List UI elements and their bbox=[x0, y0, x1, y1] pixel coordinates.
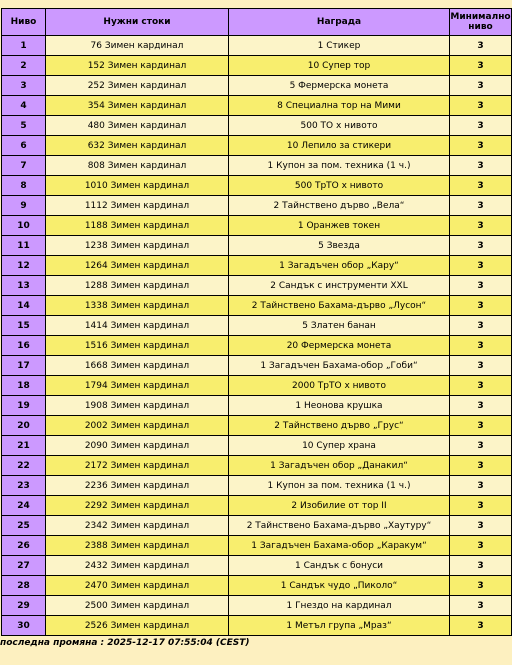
table-row bbox=[2, 316, 512, 336]
level-cell: 11 bbox=[2, 236, 46, 256]
level-cell: 17 bbox=[2, 356, 46, 376]
required-goods-cell: 1288 Зимен кардинал bbox=[46, 276, 229, 296]
required-goods-cell: 2526 Зимен кардинал bbox=[46, 616, 229, 636]
min-level-cell: 3 bbox=[450, 376, 512, 396]
level-cell: 9 bbox=[2, 196, 46, 216]
level-cell: 18 bbox=[2, 376, 46, 396]
required-goods-cell: 152 Зимен кардинал bbox=[46, 56, 229, 76]
level-cell: 2 bbox=[2, 56, 46, 76]
table-row bbox=[2, 236, 512, 256]
table-row bbox=[2, 216, 512, 236]
min-level-cell: 3 bbox=[450, 516, 512, 536]
table-row bbox=[2, 616, 512, 636]
header-min-level bbox=[450, 9, 512, 36]
reward-cell: 2 Тайнствено Бахама-дърво „Лусон“ bbox=[229, 296, 450, 316]
table-row bbox=[2, 56, 512, 76]
required-goods-cell: 1112 Зимен кардинал bbox=[46, 196, 229, 216]
required-goods-cell: 76 Зимен кардинал bbox=[46, 36, 229, 56]
level-cell: 19 bbox=[2, 396, 46, 416]
required-goods-cell: 2236 Зимен кардинал bbox=[46, 476, 229, 496]
min-level-cell: 3 bbox=[450, 96, 512, 116]
level-cell: 13 bbox=[2, 276, 46, 296]
level-cell: 29 bbox=[2, 596, 46, 616]
required-goods-cell: 2002 Зимен кардинал bbox=[46, 416, 229, 436]
min-level-cell: 3 bbox=[450, 236, 512, 256]
reward-cell: 5 Фермерска монета bbox=[229, 76, 450, 96]
required-goods-cell: 1238 Зимен кардинал bbox=[46, 236, 229, 256]
min-level-cell: 3 bbox=[450, 416, 512, 436]
reward-cell: 1 Оранжев токен bbox=[229, 216, 450, 236]
reward-cell: 1 Загадъчен обор „Данакил“ bbox=[229, 456, 450, 476]
min-level-cell: 3 bbox=[450, 496, 512, 516]
required-goods-cell: 1338 Зимен кардинал bbox=[46, 296, 229, 316]
header-min-level-line2: ниво bbox=[468, 22, 493, 32]
table-row bbox=[2, 376, 512, 396]
required-goods-cell: 1188 Зимен кардинал bbox=[46, 216, 229, 236]
table-row bbox=[2, 76, 512, 96]
reward-cell: 1 Загадъчен Бахама-обор „Каракум“ bbox=[229, 536, 450, 556]
min-level-cell: 3 bbox=[450, 316, 512, 336]
table-row bbox=[2, 176, 512, 196]
required-goods-cell: 2090 Зимен кардинал bbox=[46, 436, 229, 456]
required-goods-cell: 480 Зимен кардинал bbox=[46, 116, 229, 136]
required-goods-cell: 808 Зимен кардинал bbox=[46, 156, 229, 176]
table-row bbox=[2, 256, 512, 276]
reward-cell: 1 Сандък с бонуси bbox=[229, 556, 450, 576]
table-row bbox=[2, 416, 512, 436]
table-row bbox=[2, 396, 512, 416]
min-level-cell: 3 bbox=[450, 176, 512, 196]
reward-cell: 500 ТО х нивото bbox=[229, 116, 450, 136]
min-level-cell: 3 bbox=[450, 536, 512, 556]
table-body bbox=[2, 36, 512, 636]
reward-cell: 2 Тайнствено Бахама-дърво „Хаутуру“ bbox=[229, 516, 450, 536]
min-level-cell: 3 bbox=[450, 596, 512, 616]
required-goods-cell: 632 Зимен кардинал bbox=[46, 136, 229, 156]
reward-cell: 1 Сандък чудо „Пиколо“ bbox=[229, 576, 450, 596]
reward-cell: 1 Загадъчен обор „Кару“ bbox=[229, 256, 450, 276]
table-row bbox=[2, 596, 512, 616]
required-goods-cell: 2292 Зимен кардинал bbox=[46, 496, 229, 516]
table-row bbox=[2, 476, 512, 496]
reward-cell: 2 Тайнствено дърво „Грус“ bbox=[229, 416, 450, 436]
min-level-cell: 3 bbox=[450, 336, 512, 356]
table-row bbox=[2, 296, 512, 316]
reward-cell: 10 Лепило за стикери bbox=[229, 136, 450, 156]
table-row bbox=[2, 336, 512, 356]
min-level-cell: 3 bbox=[450, 216, 512, 236]
table-row bbox=[2, 536, 512, 556]
required-goods-cell: 1794 Зимен кардинал bbox=[46, 376, 229, 396]
level-cell: 26 bbox=[2, 536, 46, 556]
min-level-cell: 3 bbox=[450, 396, 512, 416]
reward-cell: 2000 ТрТО х нивото bbox=[229, 376, 450, 396]
min-level-cell: 3 bbox=[450, 76, 512, 96]
required-goods-cell: 2172 Зимен кардинал bbox=[46, 456, 229, 476]
reward-cell: 2 Сандък с инструменти XXL bbox=[229, 276, 450, 296]
min-level-cell: 3 bbox=[450, 36, 512, 56]
required-goods-cell: 2470 Зимен кардинал bbox=[46, 576, 229, 596]
min-level-cell: 3 bbox=[450, 156, 512, 176]
min-level-cell: 3 bbox=[450, 356, 512, 376]
required-goods-cell: 1668 Зимен кардинал bbox=[46, 356, 229, 376]
min-level-cell: 3 bbox=[450, 296, 512, 316]
level-cell: 1 bbox=[2, 36, 46, 56]
min-level-cell: 3 bbox=[450, 576, 512, 596]
required-goods-cell: 2432 Зимен кардинал bbox=[46, 556, 229, 576]
min-level-cell: 3 bbox=[450, 476, 512, 496]
last-modified: последна промяна : 2025-12-17 07:55:04 (CEST) bbox=[0, 638, 250, 648]
min-level-cell: 3 bbox=[450, 436, 512, 456]
table-row bbox=[2, 356, 512, 376]
required-goods-cell: 354 Зимен кардинал bbox=[46, 96, 229, 116]
reward-cell: 1 Купон за пом. техника (1 ч.) bbox=[229, 156, 450, 176]
reward-cell: 1 Гнездо на кардинал bbox=[229, 596, 450, 616]
header-required-goods: Нужни стоки bbox=[46, 9, 229, 36]
level-cell: 28 bbox=[2, 576, 46, 596]
table-row bbox=[2, 156, 512, 176]
level-cell: 14 bbox=[2, 296, 46, 316]
reward-cell: 1 Неонова крушка bbox=[229, 396, 450, 416]
required-goods-cell: 2500 Зимен кардинал bbox=[46, 596, 229, 616]
reward-cell: 1 Стикер bbox=[229, 36, 450, 56]
level-cell: 5 bbox=[2, 116, 46, 136]
reward-cell: 2 Изобилие от тор II bbox=[229, 496, 450, 516]
level-cell: 23 bbox=[2, 476, 46, 496]
required-goods-cell: 1264 Зимен кардинал bbox=[46, 256, 229, 276]
reward-cell: 8 Специална тор на Мими bbox=[229, 96, 450, 116]
header-reward: Награда bbox=[229, 9, 450, 36]
level-cell: 15 bbox=[2, 316, 46, 336]
min-level-cell: 3 bbox=[450, 56, 512, 76]
level-cell: 21 bbox=[2, 436, 46, 456]
reward-cell: 10 Супер храна bbox=[229, 436, 450, 456]
min-level-cell: 3 bbox=[450, 556, 512, 576]
required-goods-cell: 1908 Зимен кардинал bbox=[46, 396, 229, 416]
min-level-cell: 3 bbox=[450, 256, 512, 276]
reward-cell: 10 Супер тор bbox=[229, 56, 450, 76]
header-min-level-line1: Минимално bbox=[450, 12, 511, 22]
table-header-row bbox=[2, 9, 512, 36]
level-cell: 16 bbox=[2, 336, 46, 356]
reward-cell: 1 Загадъчен Бахама-обор „Гоби“ bbox=[229, 356, 450, 376]
table-row bbox=[2, 196, 512, 216]
reward-cell: 1 Купон за пом. техника (1 ч.) bbox=[229, 476, 450, 496]
table-row bbox=[2, 436, 512, 456]
min-level-cell: 3 bbox=[450, 116, 512, 136]
reward-cell: 500 ТрТО х нивото bbox=[229, 176, 450, 196]
reward-cell: 5 Звезда bbox=[229, 236, 450, 256]
level-cell: 27 bbox=[2, 556, 46, 576]
level-cell: 3 bbox=[2, 76, 46, 96]
required-goods-cell: 2388 Зимен кардинал bbox=[46, 536, 229, 556]
level-cell: 6 bbox=[2, 136, 46, 156]
table-row bbox=[2, 496, 512, 516]
level-cell: 12 bbox=[2, 256, 46, 276]
header-level: Ниво bbox=[2, 9, 46, 36]
required-goods-cell: 1414 Зимен кардинал bbox=[46, 316, 229, 336]
min-level-cell: 3 bbox=[450, 616, 512, 636]
min-level-cell: 3 bbox=[450, 456, 512, 476]
level-cell: 30 bbox=[2, 616, 46, 636]
table-row bbox=[2, 136, 512, 156]
reward-cell: 5 Златен банан bbox=[229, 316, 450, 336]
reward-cell: 20 Фермерска монета bbox=[229, 336, 450, 356]
table-row bbox=[2, 276, 512, 296]
table-row bbox=[2, 116, 512, 136]
min-level-cell: 3 bbox=[450, 136, 512, 156]
level-cell: 8 bbox=[2, 176, 46, 196]
table-row bbox=[2, 576, 512, 596]
level-cell: 24 bbox=[2, 496, 46, 516]
required-goods-cell: 1516 Зимен кардинал bbox=[46, 336, 229, 356]
reward-cell: 1 Метъл група „Мраз“ bbox=[229, 616, 450, 636]
table-row bbox=[2, 456, 512, 476]
level-cell: 25 bbox=[2, 516, 46, 536]
required-goods-cell: 2342 Зимен кардинал bbox=[46, 516, 229, 536]
level-cell: 7 bbox=[2, 156, 46, 176]
level-cell: 4 bbox=[2, 96, 46, 116]
table-row bbox=[2, 96, 512, 116]
table-row bbox=[2, 36, 512, 56]
level-cell: 22 bbox=[2, 456, 46, 476]
table-row bbox=[2, 556, 512, 576]
required-goods-cell: 1010 Зимен кардинал bbox=[46, 176, 229, 196]
min-level-cell: 3 bbox=[450, 276, 512, 296]
min-level-cell: 3 bbox=[450, 196, 512, 216]
reward-cell: 2 Тайнствено дърво „Вела“ bbox=[229, 196, 450, 216]
level-cell: 10 bbox=[2, 216, 46, 236]
table-row bbox=[2, 516, 512, 536]
required-goods-cell: 252 Зимен кардинал bbox=[46, 76, 229, 96]
rewards-table bbox=[1, 8, 512, 636]
level-cell: 20 bbox=[2, 416, 46, 436]
